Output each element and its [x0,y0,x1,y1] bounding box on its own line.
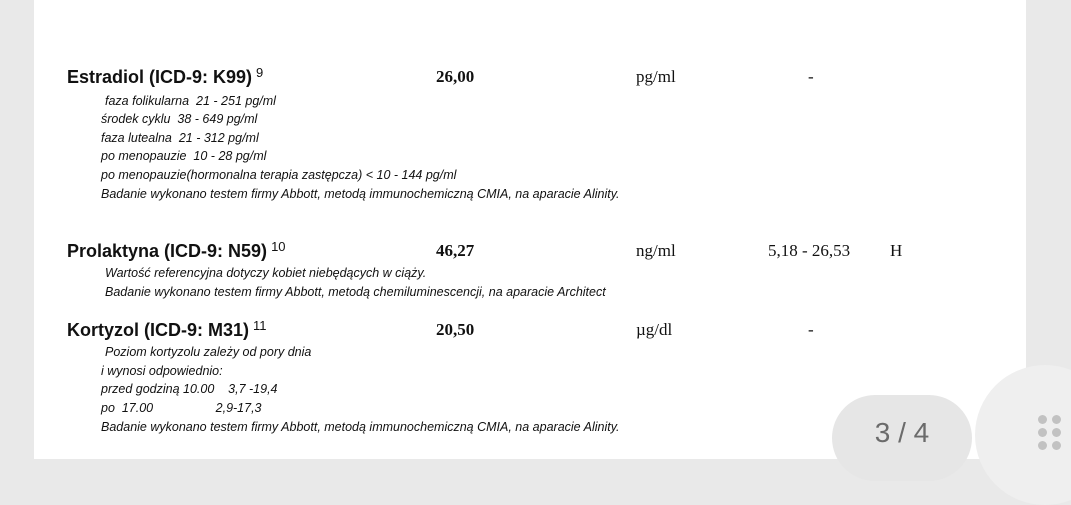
test-name [67,319,267,341]
test-note: i wynosi odpowiednio: [101,364,223,378]
test-result: 20,50 [436,320,475,339]
footnote-number: 11 [253,318,267,333]
test-note: środek cyklu 38 - 649 pg/ml [101,112,258,126]
test-name-text: Prolaktyna (ICD-9: N59) [67,241,268,261]
test-note: Badanie wykonano testem firmy Abbott, metodą chemiluminescencji, na aparacie Architect [105,285,606,299]
test-note: Poziom kortyzolu zależy od pory dnia [105,345,312,359]
test-flag: H [890,241,903,260]
test-unit: µg/dl [636,320,673,339]
page-indicator[interactable] [832,395,972,481]
test-name [67,240,286,262]
test-note: po menopauzie(hormonalna terapia zastępcza) < 10 - 144 pg/ml [101,168,457,182]
test-unit: pg/ml [636,67,676,86]
test-result: 26,00 [436,67,475,86]
test-result: 46,27 [436,241,475,260]
document-page [34,0,1026,459]
test-note: Badanie wykonano testem firmy Abbott, metodą immunochemiczną CMIA, na aparacie Alinity. [101,187,620,201]
test-name-text: Kortyzol (ICD-9: M31) [67,320,250,340]
test-reference: 5,18 - 26,53 [768,241,851,260]
test-note: faza folikularna 21 - 251 pg/ml [105,94,276,108]
test-note: Wartość referencyjna dotyczy kobiet niebędących w ciąży. [105,266,427,280]
test-note: faza lutealna 21 - 312 pg/ml [101,131,259,145]
test-name-text: Estradiol (ICD-9: K99) [67,67,253,87]
test-reference: - [808,67,814,86]
page-indicator-text: 3 / 4 [874,417,930,448]
test-name [67,66,263,88]
test-note: po menopauzie 10 - 28 pg/ml [101,149,267,163]
test-note: przed godziną 10.00 3,7 -19,4 [101,382,278,396]
footnote-number: 10 [271,239,286,254]
footnote-number: 9 [256,65,264,80]
test-unit: ng/ml [636,241,676,260]
test-note: po 17.00 2,9-17,3 [101,401,262,415]
test-note: Badanie wykonano testem firmy Abbott, metodą immunochemiczną CMIA, na aparacie Alinity. [101,420,620,434]
test-reference: - [808,320,814,339]
